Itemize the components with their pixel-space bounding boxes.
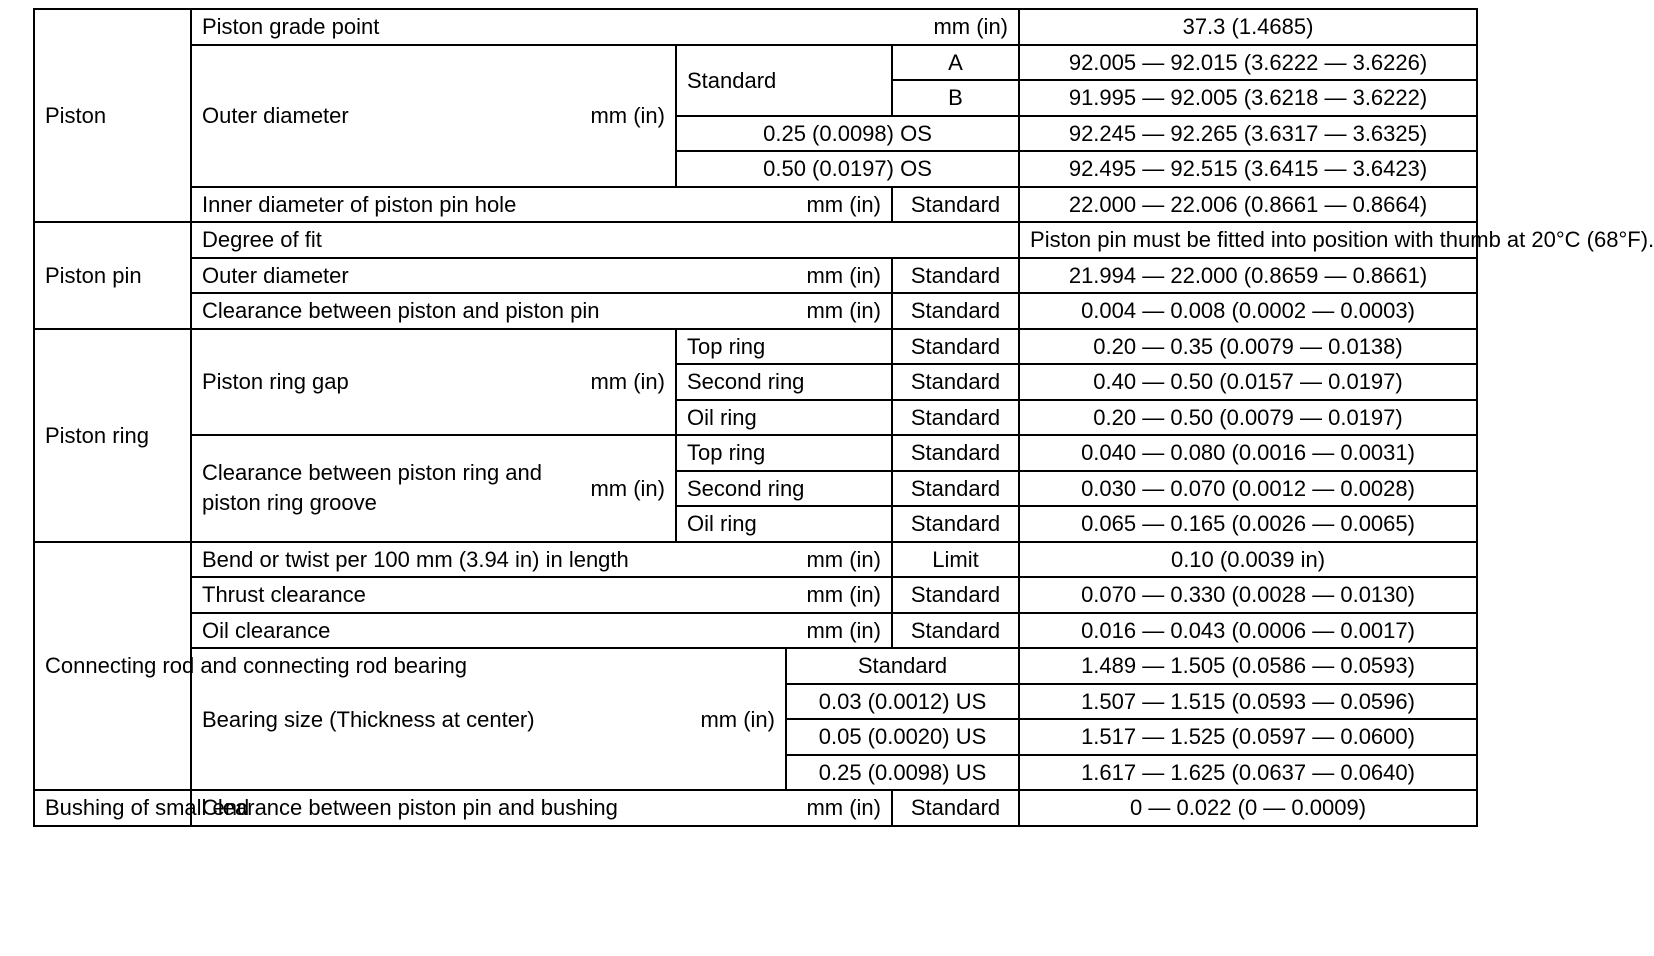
pin-hole-label-cell bbox=[191, 187, 892, 223]
pin-clearance-value: 0.004 — 0.008 (0.0002 — 0.0003) bbox=[1019, 293, 1477, 329]
thrust-label-cell bbox=[191, 577, 892, 613]
oil-clearance-label: Oil clearance bbox=[202, 617, 331, 643]
bearing-us005-value: 1.517 — 1.525 (0.0597 — 0.0600) bbox=[1019, 719, 1477, 755]
grade-point-unit: mm (in) bbox=[933, 14, 1009, 40]
bushing-standard: Standard bbox=[892, 790, 1019, 826]
ring-groove-top-value: 0.040 — 0.080 (0.0016 — 0.0031) bbox=[1019, 435, 1477, 471]
category-piston-ring: Piston ring bbox=[34, 329, 191, 542]
os-050-value: 92.495 — 92.515 (3.6415 — 3.6423) bbox=[1019, 151, 1477, 187]
ring-gap-oil-label: Oil ring bbox=[676, 400, 892, 436]
pin-od-label-cell bbox=[191, 258, 892, 294]
ring-gap-unit: mm (in) bbox=[590, 369, 665, 395]
bushing-label-cell bbox=[191, 790, 892, 826]
ring-groove-top-label: Top ring bbox=[676, 435, 892, 471]
ring-gap-second-value: 0.40 — 0.50 (0.0157 — 0.0197) bbox=[1019, 364, 1477, 400]
os-050-label: 0.50 (0.0197) OS bbox=[676, 151, 1019, 187]
ring-groove-unit: mm (in) bbox=[590, 475, 665, 501]
oil-clearance-value: 0.016 — 0.043 (0.0006 — 0.0017) bbox=[1019, 613, 1477, 649]
pin-od-standard: Standard bbox=[892, 258, 1019, 294]
row-ring-gap-top bbox=[34, 329, 1477, 365]
bearing-unit: mm (in) bbox=[700, 706, 775, 732]
pin-clearance-standard: Standard bbox=[892, 293, 1019, 329]
category-connecting-rod: Connecting rod and connecting rod bearing bbox=[34, 542, 191, 791]
grade-point-value: 37.3 (1.4685) bbox=[1019, 9, 1477, 45]
row-piston-od-a bbox=[34, 45, 1477, 81]
ring-groove-second-standard: Standard bbox=[892, 471, 1019, 507]
ring-gap-second-label: Second ring bbox=[676, 364, 892, 400]
bend-limit: Limit bbox=[892, 542, 1019, 578]
bearing-standard-label: Standard bbox=[786, 648, 1019, 684]
category-piston: Piston bbox=[34, 9, 191, 222]
piston-od-label: Outer diameter bbox=[202, 103, 349, 128]
bearing-us025-label: 0.25 (0.0098) US bbox=[786, 755, 1019, 791]
grade-point-label: Piston grade point bbox=[202, 14, 380, 40]
bearing-us005-label: 0.05 (0.0020) US bbox=[786, 719, 1019, 755]
row-ring-groove-top bbox=[34, 435, 1477, 471]
ring-groove-oil-value: 0.065 — 0.165 (0.0026 — 0.0065) bbox=[1019, 506, 1477, 542]
oil-clearance-label-cell bbox=[191, 613, 892, 649]
grade-b-label: B bbox=[892, 80, 1019, 116]
category-bushing: Bushing of small end bbox=[34, 790, 191, 826]
row-piston-grade-point bbox=[34, 9, 1477, 45]
pin-od-value: 21.994 — 22.000 (0.8659 — 0.8661) bbox=[1019, 258, 1477, 294]
piston-od-unit: mm (in) bbox=[590, 103, 665, 128]
row-thrust bbox=[34, 577, 1477, 613]
bushing-value: 0 — 0.022 (0 — 0.0009) bbox=[1019, 790, 1477, 826]
grade-point-label-cell bbox=[191, 9, 1019, 45]
row-pin-clearance bbox=[34, 293, 1477, 329]
ring-gap-label: Piston ring gap bbox=[202, 369, 349, 395]
ring-gap-top-label: Top ring bbox=[676, 329, 892, 365]
thrust-value: 0.070 — 0.330 (0.0028 — 0.0130) bbox=[1019, 577, 1477, 613]
ring-gap-second-standard: Standard bbox=[892, 364, 1019, 400]
ring-groove-oil-label: Oil ring bbox=[676, 506, 892, 542]
pin-hole-label: Inner diameter of piston pin hole bbox=[202, 191, 517, 217]
pin-clearance-label-cell bbox=[191, 293, 892, 329]
bend-value: 0.10 (0.0039 in) bbox=[1019, 542, 1477, 578]
bend-unit: mm (in) bbox=[806, 546, 881, 572]
pin-hole-value: 22.000 — 22.006 (0.8661 — 0.8664) bbox=[1019, 187, 1477, 223]
bend-label-cell bbox=[191, 542, 892, 578]
ring-gap-top-value: 0.20 — 0.35 (0.0079 — 0.0138) bbox=[1019, 329, 1477, 365]
ring-groove-top-standard: Standard bbox=[892, 435, 1019, 471]
degree-of-fit-label: Degree of fit bbox=[191, 222, 1019, 258]
thrust-standard: Standard bbox=[892, 577, 1019, 613]
spec-table bbox=[33, 8, 1654, 827]
ring-groove-second-value: 0.030 — 0.070 (0.0012 — 0.0028) bbox=[1019, 471, 1477, 507]
pin-od-label: Outer diameter bbox=[202, 262, 349, 288]
ring-gap-label-cell bbox=[191, 329, 676, 436]
row-pin-hole bbox=[34, 187, 1477, 223]
bearing-us003-label: 0.03 (0.0012) US bbox=[786, 684, 1019, 720]
piston-od-label-cell bbox=[191, 45, 676, 187]
ring-gap-oil-standard: Standard bbox=[892, 400, 1019, 436]
pin-hole-standard: Standard bbox=[892, 187, 1019, 223]
row-degree-of-fit bbox=[34, 222, 1477, 258]
grade-a-label: A bbox=[892, 45, 1019, 81]
ring-gap-oil-value: 0.20 — 0.50 (0.0079 — 0.0197) bbox=[1019, 400, 1477, 436]
pin-clearance-unit: mm (in) bbox=[806, 298, 881, 324]
degree-of-fit-value: Piston pin must be fitted into position with thumb at 20°C (68°F). bbox=[1019, 222, 1477, 258]
thrust-unit: mm (in) bbox=[806, 582, 881, 608]
pin-hole-unit: mm (in) bbox=[806, 191, 881, 217]
row-oil-clearance bbox=[34, 613, 1477, 649]
bushing-unit: mm (in) bbox=[806, 795, 881, 821]
ring-groove-label: Clearance between piston ring and piston ring groove bbox=[202, 460, 543, 516]
bend-label: Bend or twist per 100 mm (3.94 in) in length bbox=[202, 546, 629, 572]
ring-groove-second-label: Second ring bbox=[676, 471, 892, 507]
category-piston-pin: Piston pin bbox=[34, 222, 191, 329]
bushing-label: Clearance between piston pin and bushing bbox=[202, 795, 618, 821]
pin-clearance-label: Clearance between piston and piston pin bbox=[202, 298, 600, 324]
pin-od-unit: mm (in) bbox=[806, 262, 881, 288]
bearing-standard-value: 1.489 — 1.505 (0.0586 — 0.0593) bbox=[1019, 648, 1477, 684]
os-025-value: 92.245 — 92.265 (3.6317 — 3.6325) bbox=[1019, 116, 1477, 152]
bearing-us003-value: 1.507 — 1.515 (0.0593 — 0.0596) bbox=[1019, 684, 1477, 720]
oil-clearance-standard: Standard bbox=[892, 613, 1019, 649]
ring-groove-oil-standard: Standard bbox=[892, 506, 1019, 542]
os-025-label: 0.25 (0.0098) OS bbox=[676, 116, 1019, 152]
grade-a-value: 92.005 — 92.015 (3.6222 — 3.6226) bbox=[1019, 45, 1477, 81]
grade-b-value: 91.995 — 92.005 (3.6218 — 3.6222) bbox=[1019, 80, 1477, 116]
ring-gap-top-standard: Standard bbox=[892, 329, 1019, 365]
oil-clearance-unit: mm (in) bbox=[806, 617, 881, 643]
piston-od-standard: Standard bbox=[676, 45, 892, 116]
row-bend bbox=[34, 542, 1477, 578]
row-bushing bbox=[34, 790, 1477, 826]
bearing-label: Bearing size (Thickness at center) bbox=[202, 706, 535, 732]
bearing-us025-value: 1.617 — 1.625 (0.0637 — 0.0640) bbox=[1019, 755, 1477, 791]
row-pin-od bbox=[34, 258, 1477, 294]
ring-groove-label-cell bbox=[191, 435, 676, 542]
thrust-label: Thrust clearance bbox=[202, 582, 366, 608]
